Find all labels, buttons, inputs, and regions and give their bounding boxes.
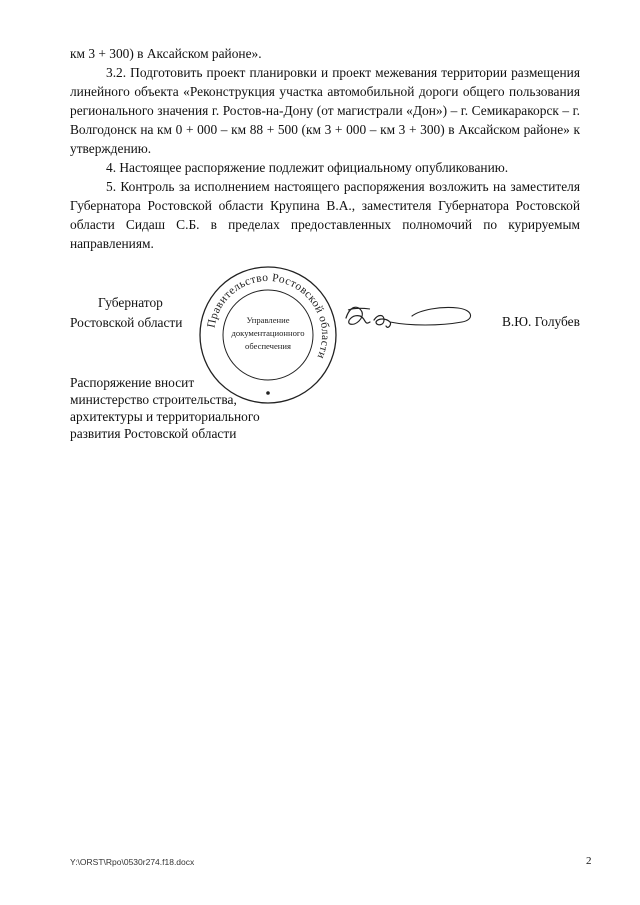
footer-file-path: Y:\ORST\Rpo\0530r274.f18.docx	[70, 857, 195, 867]
position-title: Губернатор	[98, 295, 163, 310]
handwritten-signature	[340, 296, 480, 336]
body-text	[70, 44, 580, 253]
signatory-name: В.Ю. Голубев	[502, 314, 580, 329]
paragraph-4: 4. Настоящее распоряжение подлежит официальному опубликованию.	[106, 160, 509, 175]
paragraph-3-2: 3.2. Подготовить проект планировки и проект межевания территории размещения линейного объекта «Реконструкция участка автомобильной дороги общего пользования регионального значения г. Ростов-на-Дону (от магистрали «Дон») – г. Семикаракорск – г. Волгодонск на км 0 + 000 – км 88 + 500 (км 3 + 000 – км 3 + 300) в Аксайском районе» к утверждению.	[70, 65, 580, 156]
page-number: 2	[586, 855, 592, 867]
paragraph-5: 5. Контроль за исполнением настоящего распоряжения возложить на заместителя Губернатора Ростовской области Крупина В.А., заместителя Губернатора Ростовской области Сидаш С.Б. в пределах предоставленных полномочий по курируемым направлениям.	[70, 179, 580, 251]
stamp-star	[266, 391, 270, 395]
submitted-by-note	[70, 374, 260, 442]
stamp-inner-line1: Управление	[246, 315, 290, 325]
stamp-ring-text: Правительство Ростовской области	[205, 271, 332, 361]
note-line-2: министерство строительства,	[70, 392, 237, 407]
stamp-inner-line2: документационного	[231, 328, 305, 338]
note-line-1: Распоряжение вносит	[70, 375, 195, 390]
position-region: Ростовской области	[70, 315, 183, 330]
continued-line: км 3 + 300) в Аксайском районе».	[70, 46, 262, 61]
note-line-3: архитектуры и территориального	[70, 409, 260, 424]
signatory-position	[70, 293, 182, 333]
stamp-inner-line3: обеспечения	[245, 341, 291, 351]
note-line-4: развития Ростовской области	[70, 426, 237, 441]
